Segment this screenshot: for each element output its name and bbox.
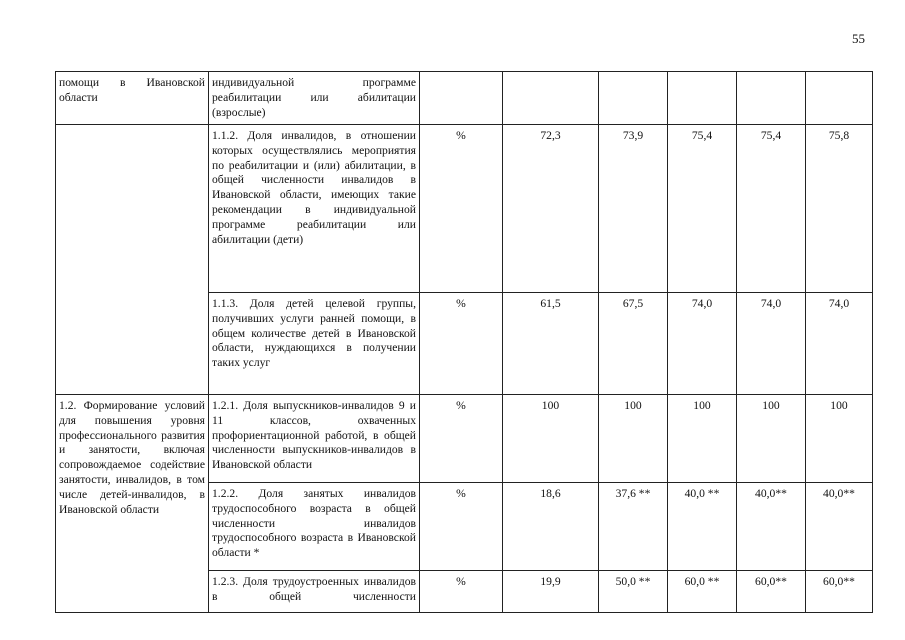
value-cell: 100 — [806, 395, 873, 483]
unit-cell: % — [420, 293, 503, 395]
table-row — [56, 125, 873, 293]
table-row — [56, 72, 873, 125]
indicator-cell: 1.1.2. Доля инвалидов, в отношении которых осуществлялись мероприятия по реабилитации и (или) абилитации, в общей численности инвалидов в Ивановской области, имеющих такие рекомендации в индивидуальной программе реабилитации или абилитации (дети) — [209, 125, 420, 293]
goal-cell — [56, 125, 209, 293]
value-cell: 67,5 — [599, 293, 668, 395]
value-cell: 100 — [737, 395, 806, 483]
goal-cell: помощи в Ивановской области — [56, 72, 209, 125]
value-cell: 60,0** — [737, 571, 806, 613]
value-cell: 100 — [599, 395, 668, 483]
indicator-cell: 1.1.3. Доля детей целевой группы, получивших услуги ранней помощи, в общем количестве детей в Ивановской области, нуждающихся в получении таких услуг — [209, 293, 420, 395]
unit-cell: % — [420, 125, 503, 293]
value-cell: 75,4 — [668, 125, 737, 293]
value-cell: 73,9 — [599, 125, 668, 293]
value-cell: 40,0 ** — [668, 483, 737, 571]
indicator-cell: 1.2.1. Доля выпускников-инвалидов 9 и 11 классов, охваченных профориентационной работой, в общей численности выпускников-инвалидов в Ивановской области — [209, 395, 420, 483]
indicators-table — [55, 71, 873, 613]
value-cell: 40,0** — [806, 483, 873, 571]
indicator-cell: 1.2.3. Доля трудоустроенных инвалидов в общей численности — [209, 571, 420, 613]
table-row — [56, 293, 873, 395]
value-cell: 37,6 ** — [599, 483, 668, 571]
value-cell: 74,0 — [737, 293, 806, 395]
value-cell: 100 — [503, 395, 599, 483]
page-number: 55 — [852, 31, 865, 46]
value-cell: 100 — [668, 395, 737, 483]
value-cell: 60,0** — [806, 571, 873, 613]
value-cell: 50,0 ** — [599, 571, 668, 613]
value-cell — [599, 72, 668, 125]
value-cell: 60,0 ** — [668, 571, 737, 613]
unit-cell — [420, 72, 503, 125]
value-cell: 74,0 — [668, 293, 737, 395]
value-cell: 75,8 — [806, 125, 873, 293]
goal-cell — [56, 293, 209, 395]
indicator-cell: 1.2.2. Доля занятых инвалидов трудоспособного возраста в общей численности инвалидов трудоспособного возраста в Ивановской области * — [209, 483, 420, 571]
value-cell: 40,0** — [737, 483, 806, 571]
value-cell: 72,3 — [503, 125, 599, 293]
value-cell — [668, 72, 737, 125]
value-cell: 18,6 — [503, 483, 599, 571]
goal-cell: 1.2. Формирование условий для повышения уровня профессионального развития и занятости, включая сопровождаемое содействие занятости, инвалидов, в том числе детей-инвалидов, в Ивановской области — [56, 395, 209, 613]
value-cell — [737, 72, 806, 125]
table-row — [56, 395, 873, 483]
value-cell: 19,9 — [503, 571, 599, 613]
value-cell: 61,5 — [503, 293, 599, 395]
unit-cell: % — [420, 395, 503, 483]
value-cell — [806, 72, 873, 125]
unit-cell: % — [420, 483, 503, 571]
value-cell: 75,4 — [737, 125, 806, 293]
value-cell — [503, 72, 599, 125]
indicator-cell: индивидуальной программе реабилитации или абилитации (взрослые) — [209, 72, 420, 125]
value-cell: 74,0 — [806, 293, 873, 395]
unit-cell: % — [420, 571, 503, 613]
